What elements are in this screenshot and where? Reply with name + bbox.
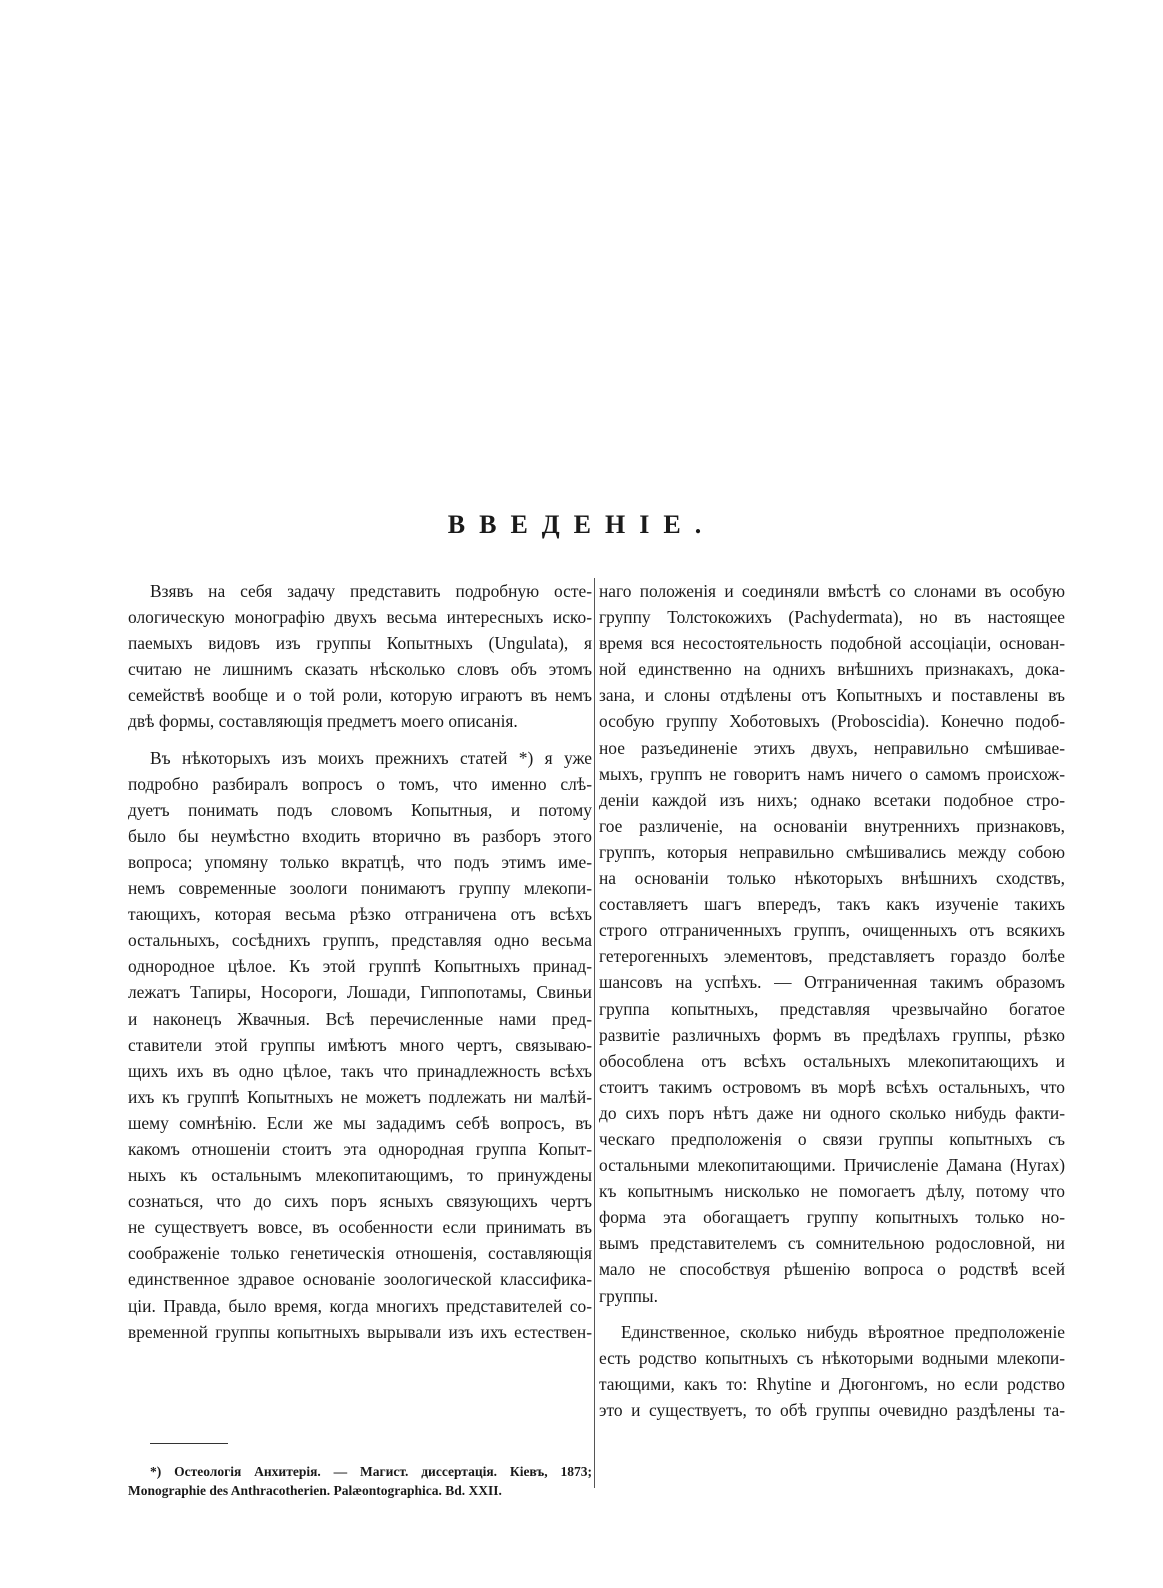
text-line: ихъ къ группѣ Копытныхъ не можетъ подлежать ни малѣй-: [128, 1086, 592, 1107]
text-line: вымъ представителемъ съ сомнительною родословной, ни: [599, 1233, 1065, 1254]
text-line: наго положенія и соединяли вмѣстѣ со слонами въ особую: [599, 581, 1065, 601]
text-line: гое различеніе, на основаніи внутреннихъ признаковъ,: [599, 815, 1065, 836]
footnote: [128, 1462, 592, 1500]
text-line: Единственное, сколько нибудь вѣроятное предположеніе: [621, 1321, 1065, 1342]
text-line: развитіе различныхъ формъ въ предѣлахъ группы, рѣзко: [599, 1024, 1065, 1045]
text-line: есть родство копытныхъ съ нѣкоторыми водными млекопи-: [599, 1347, 1065, 1368]
text-line: къ копытнымъ нисколько не помогаетъ дѣлу, потому что: [599, 1181, 1065, 1202]
text-line: шему сомнѣнію. Если же мы зададимъ себѣ вопросъ, въ: [128, 1112, 592, 1133]
text-line: ологическую монографію двухъ весьма интересныхъ иско-: [128, 607, 592, 628]
text-line: группу Толстокожихъ (Pachydermata), но въ настоящее: [599, 607, 1065, 628]
text-line: деніи каждой изъ нихъ; однако всетаки подобное стро-: [599, 789, 1065, 810]
text-line: стоитъ такимъ островомъ въ морѣ всѣхъ остальныхъ, что: [599, 1076, 1065, 1097]
page-title: ВВЕДЕНІЕ.: [447, 510, 716, 539]
text-line: было бы неумѣстно входить вторично въ разборъ этого: [128, 825, 592, 846]
text-line: дуетъ понимать подъ словомъ Копытныя, и потому: [128, 799, 592, 820]
text-line: однородное цѣлое. Къ этой группѣ Копытныхъ принад-: [128, 956, 592, 977]
text-line: Въ нѣкоторыхъ изъ моихъ прежнихъ статей *) я уже: [150, 747, 592, 768]
paragraph: [599, 578, 1065, 1309]
footnote-line: *) Остеологія Анхитерія. — Магист. диссертація. Кіевъ, 1873;: [150, 1464, 592, 1479]
text-line: лежатъ Тапиры, Носороги, Лошади, Гиппопотамы, Свиньи: [128, 982, 592, 1003]
paragraph: [128, 745, 592, 1345]
text-line: паемыхъ видовъ изъ группы Копытныхъ (Ungulata), я: [128, 633, 592, 654]
footnote-rule: [150, 1443, 228, 1444]
text-line: мало не способствуя рѣшенію вопроса о родствѣ всей: [599, 1259, 1065, 1280]
text-line: время вся несостоятельность подобной ассоціаціи, основан-: [599, 633, 1065, 654]
text-line: двѣ формы, составляющія предметъ моего описанія.: [128, 711, 518, 732]
text-line: считаю не лишнимъ сказать нѣсколько словъ объ этомъ: [128, 659, 592, 680]
text-line: ное разъединеніе этихъ двухъ, неправильно смѣшивае-: [599, 737, 1065, 758]
text-line: ческаго предположенія о связи группы копытныхъ съ: [599, 1128, 1065, 1149]
text-line: группы.: [599, 1285, 658, 1306]
text-line: группа копытныхъ, представляя чрезвычайно богатое: [599, 998, 1065, 1019]
text-line: гетерогенныхъ элементовъ, представляетъ гораздо болѣе: [599, 946, 1065, 967]
text-line: ныхъ къ остальнымъ млекопитающимъ, то принуждены: [128, 1165, 592, 1186]
text-line: подробно разбиралъ вопросъ о томъ, что именно слѣ-: [128, 773, 592, 794]
text-line: особую группу Хоботовыхъ (Proboscidia). Конечно подоб-: [599, 711, 1065, 732]
text-line: ной единственно на однихъ внѣшнихъ признакахъ, дока-: [599, 659, 1065, 680]
text-line: остальныхъ, сосѣднихъ группъ, представляя одно весьма: [128, 930, 592, 951]
paragraph: [128, 578, 592, 735]
text-line: тающихъ, которая весьма рѣзко отграничена отъ всѣхъ: [128, 904, 592, 925]
text-line: вопроса; упомяну только вкратцѣ, что подъ этимъ име-: [128, 851, 592, 872]
text-line: ціи. Правда, было время, когда многихъ представителей со-: [128, 1295, 592, 1316]
text-line: это и существуетъ, то обѣ группы очевидно раздѣлены та-: [599, 1399, 1065, 1420]
text-line: на основаніи только нѣкоторыхъ внѣшнихъ сходствъ,: [599, 868, 1065, 889]
text-line: группъ, которыя неправильно смѣшивались между собою: [599, 841, 1065, 862]
text-line: зана, и слоны отдѣлены отъ Копытныхъ и поставлены въ: [599, 685, 1065, 706]
text-line: остальными млекопитающими. Причисленіе Дамана (Hyrax): [599, 1155, 1065, 1176]
text-line: строго отграниченныхъ группъ, очищенныхъ отъ всякихъ: [599, 920, 1065, 941]
paragraph: [599, 1319, 1065, 1423]
text-line: форма эта обогащаетъ группу копытныхъ только но-: [599, 1207, 1065, 1228]
text-line: ставители этой группы имѣютъ много чертъ, связываю-: [128, 1034, 592, 1055]
text-line: Взявъ на себя задачу представить подробную осте-: [150, 581, 592, 601]
text-line: щихъ ихъ въ одно цѣлое, такъ что принадлежность всѣхъ: [128, 1060, 592, 1081]
text-line: тающими, какъ то: Rhytine и Дюгонгомъ, но если родство: [599, 1373, 1065, 1394]
text-line: сознаться, что до сихъ поръ ясныхъ связующихъ чертъ: [128, 1191, 592, 1212]
text-line: шансовъ на успѣхъ. — Отграниченная такимъ образомъ: [599, 972, 1065, 993]
left-column: [128, 578, 592, 1355]
column-divider: [594, 578, 595, 1488]
text-line: составляетъ шагъ впередъ, такъ какъ изученіе такихъ: [599, 894, 1065, 915]
text-line: какомъ отношеніи стоитъ эта однородная группа Копыт-: [128, 1138, 592, 1159]
text-line: единственное здравое основаніе зоологической классифика-: [128, 1269, 592, 1290]
text-line: не существуетъ вовсе, въ особенности если принимать въ: [128, 1217, 592, 1238]
text-line: временной группы копытныхъ вырывали изъ ихъ естествен-: [128, 1321, 592, 1342]
text-line: семействѣ вообще и о той роли, которую играютъ въ немъ: [128, 685, 592, 706]
text-line: мыхъ, группъ не говоритъ намъ ничего о самомъ происхож-: [599, 763, 1065, 784]
text-line: до сихъ поръ нѣтъ даже ни одного сколько нибудь факти-: [599, 1102, 1065, 1123]
text-line: и наконецъ Жвачныя. Всѣ перечисленные нами пред-: [128, 1008, 592, 1029]
right-column: [599, 578, 1065, 1433]
text-line: обособлена отъ всѣхъ остальныхъ млекопитающихъ и: [599, 1050, 1065, 1071]
footnote-line: Monographie des Anthracotherien. Palæontographica. Bd. XXII.: [128, 1483, 502, 1498]
text-line: соображеніе только генетическія отношенія, составляющія: [128, 1243, 592, 1264]
text-line: немъ современные зоологи понимаютъ группу млекопи-: [128, 878, 592, 899]
